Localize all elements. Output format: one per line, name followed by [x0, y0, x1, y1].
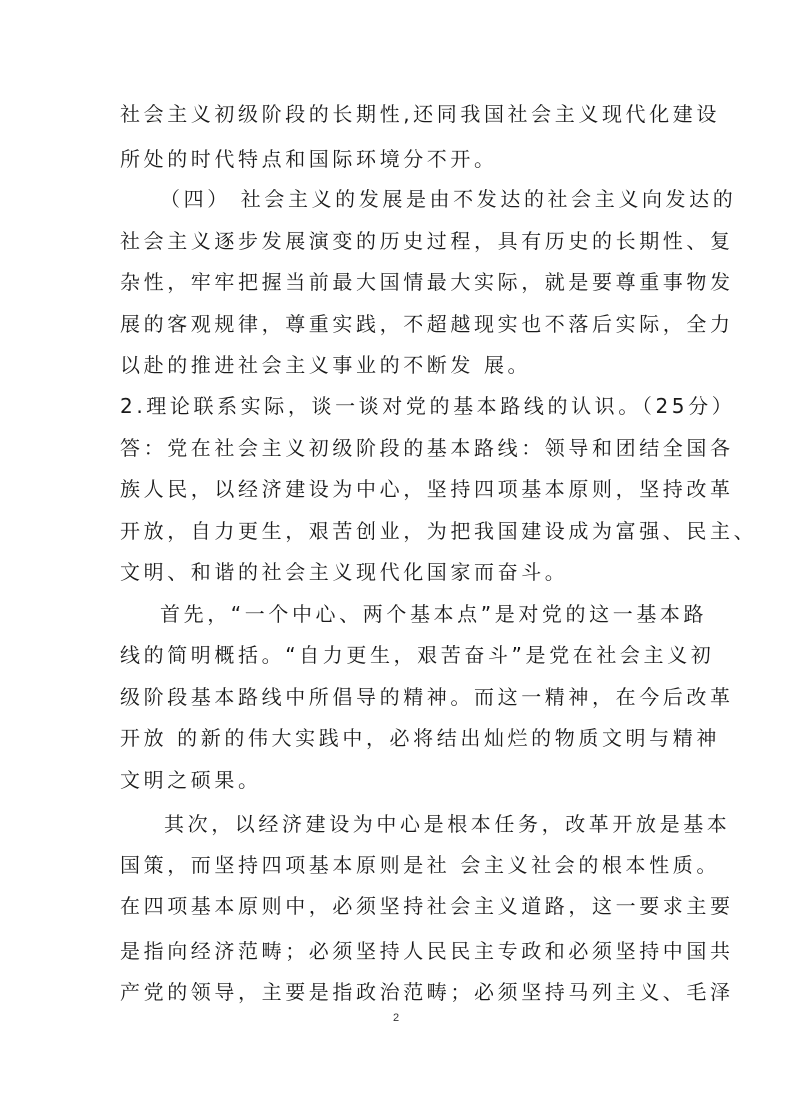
text-line: 答：党在社会主义初级阶段的基本路线：领导和团结全国各 [120, 436, 734, 460]
text-line: 族人民，以经济建设为中心，坚持四项基本原则，坚持改革 [120, 477, 734, 501]
question-heading: 2.理论联系实际，谈一谈对党的基本路线的认识。（25分） [120, 394, 736, 418]
text-line: 是指向经济范畴；必须坚持人民民主专政和必须坚持中国共 [120, 939, 734, 963]
section-heading: （四） 社会主义的发展是由不发达的社会主义向发达的 [160, 187, 737, 211]
text-line: 线的简明概括。“自力更生，艰苦奋斗”是党在社会主义初 [120, 643, 715, 667]
text-line: 级阶段基本路线中所倡导的精神。而这一精神，在今后改革 [120, 685, 734, 709]
text-line: 杂性，牢牢把握当前最大国情最大实际，就是要尊重事物发 [120, 270, 734, 294]
text-line: 国策，而坚持四项基本原则是社 会主义社会的根本性质。 [120, 853, 720, 877]
page-number: 2 [392, 1012, 400, 1024]
text-line: 产党的领导，主要是指政治范畴；必须坚持马列主义、毛泽 [120, 980, 734, 1004]
text-line: 在四项基本原则中，必须坚持社会主义道路，这一要求主要 [120, 894, 734, 918]
paragraph-start: 首先，“一个中心、两个基本点”是对党的这一基本路 [160, 602, 708, 626]
text-line: 开放 的新的伟大实践中，必将结出灿烂的物质文明与精神 [120, 726, 720, 750]
text-line: 文明之硕果。 [120, 768, 262, 792]
text-line: 文明、和谐的社会主义现代化国家而奋斗。 [120, 560, 569, 584]
paragraph-start: 其次，以经济建设为中心是根本任务，改革开放是基本 [164, 812, 731, 836]
text-line: 以赴的推进社会主义事业的不断发 展。 [120, 353, 532, 377]
text-line: 社会主义初级阶段的长期性,还同我国社会主义现代化建设 [120, 102, 720, 126]
text-line: 所处的时代特点和国际环境分不开。 [120, 147, 498, 171]
text-line: 开放，自力更生，艰苦创业，为把我国建设成为富强、民主、 [120, 519, 758, 543]
text-line: 展的客观规律，尊重实践，不超越现实也不落后实际，全力 [120, 312, 734, 336]
text-line: 社会主义逐步发展演变的历史过程，具有历史的长期性、复 [120, 229, 734, 253]
